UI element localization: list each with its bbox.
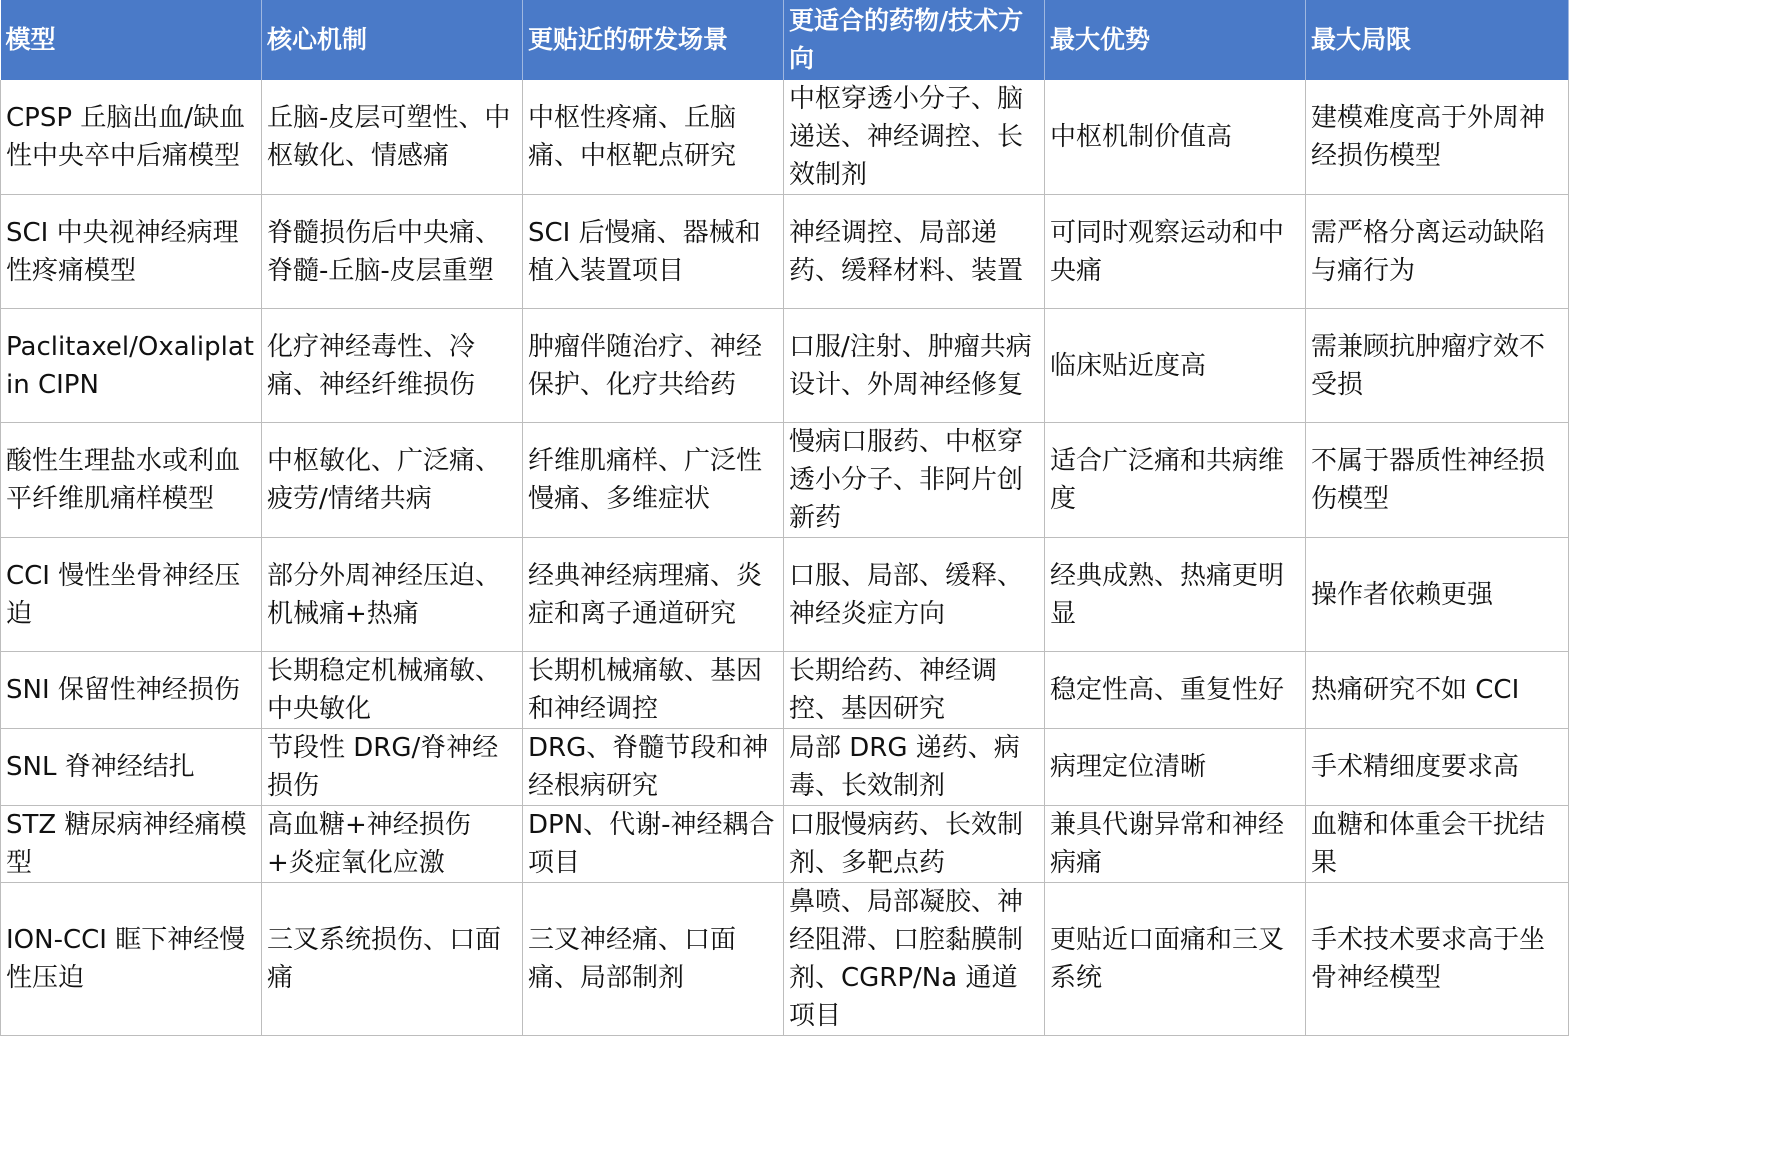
cell-advantage: 临床贴近度高 [1045,309,1306,423]
cell-model: STZ 糖尿病神经痛模型 [1,806,262,883]
table-row [1,729,1569,806]
cell-scenario: 经典神经病理痛、炎症和离子通道研究 [523,538,784,652]
header-advantage: 最大优势 [1045,0,1306,80]
cell-advantage: 适合广泛痛和共病维度 [1045,423,1306,538]
cell-limitation: 热痛研究不如 CCI [1306,652,1569,729]
cell-direction: 长期给药、神经调控、基因研究 [784,652,1045,729]
cell-advantage: 兼具代谢异常和神经病痛 [1045,806,1306,883]
cell-model: 酸性生理盐水或利血平纤维肌痛样模型 [1,423,262,538]
cell-direction: 口服、局部、缓释、神经炎症方向 [784,538,1045,652]
cell-scenario: DPN、代谢-神经耦合项目 [523,806,784,883]
cell-limitation: 需严格分离运动缺陷与痛行为 [1306,195,1569,309]
cell-advantage: 中枢机制价值高 [1045,80,1306,195]
cell-advantage: 稳定性高、重复性好 [1045,652,1306,729]
cell-model: ION-CCI 眶下神经慢性压迫 [1,883,262,1036]
header-direction: 更适合的药物/技术方向 [784,0,1045,80]
cell-model: SCI 中央视神经病理性疼痛模型 [1,195,262,309]
cell-model: CCI 慢性坐骨神经压迫 [1,538,262,652]
cell-model: SNI 保留性神经损伤 [1,652,262,729]
cell-mechanism: 部分外周神经压迫、机械痛+热痛 [262,538,523,652]
cell-scenario: 肿瘤伴随治疗、神经保护、化疗共给药 [523,309,784,423]
table-row [1,195,1569,309]
cell-scenario: DRG、脊髓节段和神经根病研究 [523,729,784,806]
cell-direction: 口服/注射、肿瘤共病设计、外周神经修复 [784,309,1045,423]
cell-model: Paclitaxel/Oxaliplatin CIPN [1,309,262,423]
cell-mechanism: 脊髓损伤后中央痛、脊髓-丘脑-皮层重塑 [262,195,523,309]
cell-direction: 慢病口服药、中枢穿透小分子、非阿片创新药 [784,423,1045,538]
cell-mechanism: 丘脑-皮层可塑性、中枢敏化、情感痛 [262,80,523,195]
cell-mechanism: 三叉系统损伤、口面痛 [262,883,523,1036]
cell-limitation: 建模难度高于外周神经损伤模型 [1306,80,1569,195]
cell-limitation: 血糖和体重会干扰结果 [1306,806,1569,883]
cell-advantage: 经典成熟、热痛更明显 [1045,538,1306,652]
cell-mechanism: 中枢敏化、广泛痛、疲劳/情绪共病 [262,423,523,538]
cell-limitation: 需兼顾抗肿瘤疗效不受损 [1306,309,1569,423]
table-row [1,652,1569,729]
cell-limitation: 手术技术要求高于坐骨神经模型 [1306,883,1569,1036]
cell-direction: 口服慢病药、长效制剂、多靶点药 [784,806,1045,883]
table-row [1,80,1569,195]
cell-scenario: 中枢性疼痛、丘脑痛、中枢靶点研究 [523,80,784,195]
cell-mechanism: 高血糖+神经损伤+炎症氧化应激 [262,806,523,883]
cell-mechanism: 节段性 DRG/脊神经损伤 [262,729,523,806]
cell-scenario: 纤维肌痛样、广泛性慢痛、多维症状 [523,423,784,538]
cell-direction: 中枢穿透小分子、脑递送、神经调控、长效制剂 [784,80,1045,195]
header-row [1,0,1569,80]
table-row [1,883,1569,1036]
cell-scenario: 长期机械痛敏、基因和神经调控 [523,652,784,729]
cell-model: CPSP 丘脑出血/缺血性中央卒中后痛模型 [1,80,262,195]
table-row [1,538,1569,652]
header-mechanism: 核心机制 [262,0,523,80]
cell-mechanism: 长期稳定机械痛敏、中央敏化 [262,652,523,729]
header-scenario: 更贴近的研发场景 [523,0,784,80]
header-limitation: 最大局限 [1306,0,1569,80]
cell-scenario: 三叉神经痛、口面痛、局部制剂 [523,883,784,1036]
cell-direction: 神经调控、局部递药、缓释材料、装置 [784,195,1045,309]
cell-advantage: 可同时观察运动和中央痛 [1045,195,1306,309]
cell-advantage: 病理定位清晰 [1045,729,1306,806]
header-model: 模型 [1,0,262,80]
cell-limitation: 不属于器质性神经损伤模型 [1306,423,1569,538]
table-row [1,309,1569,423]
cell-direction: 鼻喷、局部凝胶、神经阻滞、口腔黏膜制剂、CGRP/Na 通道项目 [784,883,1045,1036]
cell-limitation: 手术精细度要求高 [1306,729,1569,806]
cell-mechanism: 化疗神经毒性、冷痛、神经纤维损伤 [262,309,523,423]
table-row [1,423,1569,538]
table-row [1,806,1569,883]
cell-advantage: 更贴近口面痛和三叉系统 [1045,883,1306,1036]
cell-scenario: SCI 后慢痛、器械和植入装置项目 [523,195,784,309]
cell-model: SNL 脊神经结扎 [1,729,262,806]
cell-limitation: 操作者依赖更强 [1306,538,1569,652]
cell-direction: 局部 DRG 递药、病毒、长效制剂 [784,729,1045,806]
